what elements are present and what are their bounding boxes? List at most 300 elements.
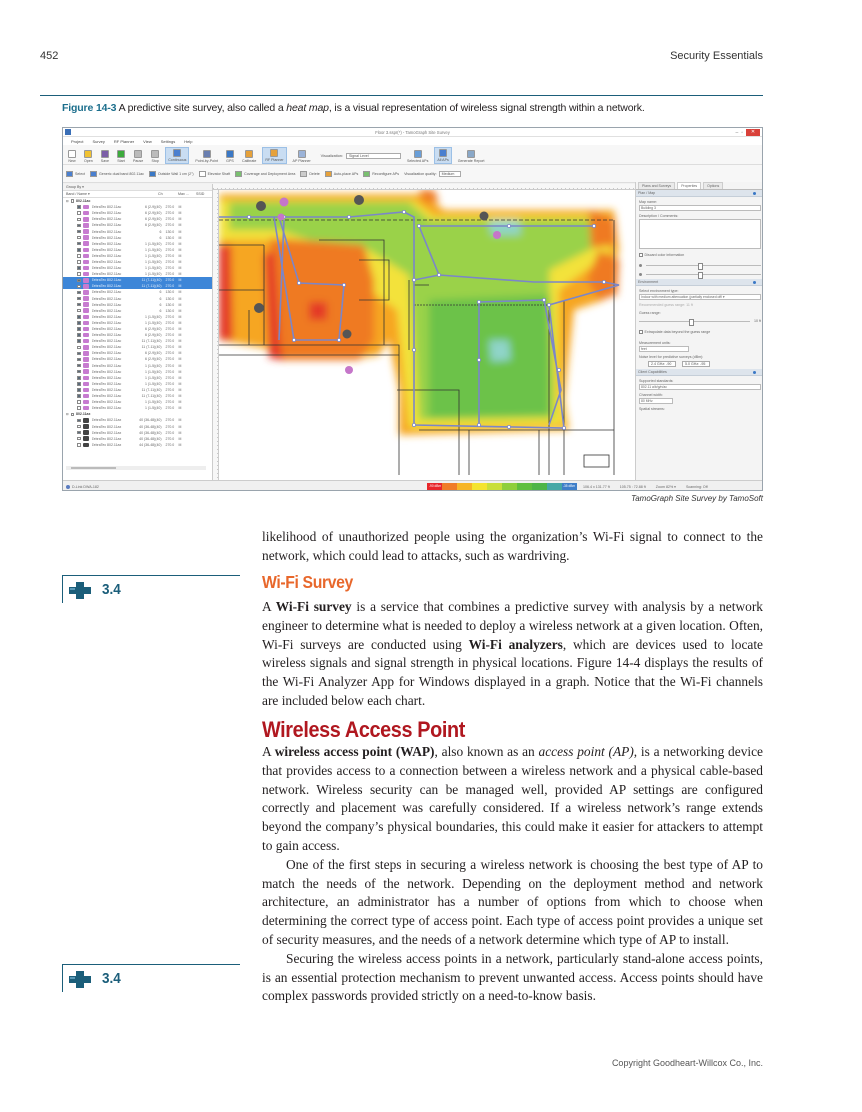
text: A <box>262 744 275 759</box>
ap-ssid: M <box>178 302 182 307</box>
ap-name: ZebraTec 802.11ax <box>91 442 122 447</box>
ap-ssid: M <box>178 266 182 271</box>
save-icon <box>101 150 109 158</box>
ap-channel: 6 <box>159 290 162 295</box>
ap-name: ZebraTec 802.11ac <box>91 375 122 380</box>
adapter-icon <box>66 485 70 489</box>
channel-width-select[interactable]: 80 MHz <box>639 398 673 404</box>
menu-item-view[interactable]: View <box>143 138 152 144</box>
ap-channel: 6 (2-9)(40) <box>144 217 162 222</box>
section-client-capabilities[interactable]: Client Capabilities <box>636 369 763 376</box>
tool-label: Generic dual band 802.11ac <box>99 171 144 176</box>
ap-name: ZebraTec 802.11ac <box>91 369 122 374</box>
tool-icon <box>90 171 97 177</box>
ap-checkbox[interactable] <box>77 285 81 289</box>
ap-channel: 11 (7-11)(40) <box>141 284 162 289</box>
noise-24ghz-spinner[interactable]: 2.4 GHz: -90 <box>648 361 676 367</box>
figure-credit: TamoGraph Site Survey by TamoSoft <box>631 494 763 503</box>
ap-checkbox[interactable] <box>77 297 81 301</box>
ap-max-rate: 270.0 <box>165 284 175 289</box>
slider-track[interactable] <box>639 321 750 322</box>
ap-max-rate: 270.0 <box>165 266 175 271</box>
ap-ssid: M <box>178 253 182 258</box>
ap-ssid: M <box>178 394 182 399</box>
ap-max-rate: 270.0 <box>165 272 175 277</box>
access-point-icon <box>83 205 89 210</box>
ap-max-rate: 270.0 <box>165 363 175 368</box>
column-max[interactable]: Max ... <box>178 192 189 196</box>
legend-low-label: -90 dBm <box>429 484 442 488</box>
ribbon-button-save[interactable] <box>99 149 111 164</box>
ribbon-button-label: Selected APs <box>406 159 429 163</box>
ap-ssid: M <box>178 308 182 313</box>
legend-swatch <box>457 483 472 490</box>
status-bar <box>63 480 763 491</box>
properties-tabs <box>636 182 763 190</box>
stop-icon <box>151 150 159 158</box>
ap-max-rate: 270.0 <box>165 223 175 228</box>
column-ssid[interactable]: SSID <box>196 192 205 196</box>
visualization-control <box>321 153 401 159</box>
ap-checkbox[interactable] <box>77 309 81 313</box>
ribbon-button-calibrate[interactable] <box>240 149 258 164</box>
tool-generic-dual-band-802-11ac[interactable] <box>90 171 144 177</box>
ap-max-rate: 270.0 <box>165 430 175 435</box>
spatial-streams-label: Spatial streams: <box>639 407 665 411</box>
ap-name: ZebraTec 802.11ac <box>91 394 122 399</box>
ap-ssid: M <box>178 229 182 234</box>
access-point-icon <box>83 443 89 448</box>
ap-name: ZebraTec 802.11ac <box>91 406 122 411</box>
ap-checkbox[interactable] <box>77 272 81 276</box>
access-point-icon <box>83 418 89 423</box>
menu-item-project[interactable]: Project <box>71 138 84 144</box>
ap-channel: 40 (36-48)(40) <box>139 418 162 423</box>
ribbon-button-rf-planner[interactable] <box>262 147 286 164</box>
pause-icon <box>134 150 142 158</box>
copyright: Copyright Goodheart-Willcox Co., Inc. <box>611 1058 763 1068</box>
ribbon-button-pause[interactable] <box>131 149 145 164</box>
ribbon-button-open[interactable] <box>82 149 95 164</box>
ap-channel: 11 (7-11)(40) <box>141 345 162 350</box>
slider-track[interactable] <box>646 274 761 275</box>
ap-checkbox[interactable] <box>77 205 81 209</box>
ap-checkbox[interactable] <box>77 364 81 368</box>
ribbon-button-all-aps[interactable] <box>434 147 451 164</box>
figure-caption <box>62 102 645 114</box>
tool-label: Select <box>75 171 85 176</box>
adapter-name: D-Link DWA-182 <box>72 485 99 489</box>
section-plan-map[interactable]: Plan / Map <box>636 190 763 197</box>
ap-max-rate: 130.0 <box>165 235 175 240</box>
zoom-dropdown[interactable]: Zoom 82% ▾ <box>655 485 676 489</box>
heading-wifi-survey: Wi-Fi Survey <box>262 572 353 592</box>
maximize-button[interactable]: ▫ <box>741 129 743 136</box>
ap-ssid: M <box>178 314 182 319</box>
sun-icon <box>639 264 642 267</box>
ap-ssid: M <box>178 351 182 356</box>
tool-reconfigure-aps[interactable] <box>363 171 399 177</box>
access-point-icon <box>83 376 89 381</box>
env-type-select[interactable]: Indoor with medium attenuation (partially enclosed offi ▾ <box>639 294 761 300</box>
access-point-icon <box>83 266 89 271</box>
ribbon-button-label: All APs <box>437 158 449 162</box>
legend-swatch <box>487 483 502 490</box>
objective-number: 3.4 <box>102 581 121 598</box>
ribbon-button-point-by-point[interactable] <box>193 149 220 164</box>
ap-checkbox[interactable] <box>77 211 81 215</box>
ap-name: ZebraTec 802.11ac <box>91 272 122 277</box>
key-term: Wi-Fi survey <box>275 599 352 614</box>
ap-max-rate: 270.0 <box>165 406 175 411</box>
ap-checkbox[interactable] <box>77 425 81 429</box>
ap-checkbox[interactable] <box>77 291 81 295</box>
rf-planner-icon <box>270 149 278 157</box>
running-head: Security Essentials <box>670 50 763 62</box>
visualization-label: Visualization: <box>320 154 343 158</box>
ap-checkbox[interactable] <box>77 303 81 307</box>
ribbon-button-stop[interactable] <box>149 149 161 164</box>
map-name-input[interactable]: Building 3 <box>639 205 761 211</box>
ap-max-rate: 130.0 <box>165 302 175 307</box>
minimize-button[interactable]: – <box>735 129 739 136</box>
ap-channel: 1 (1-5)(40) <box>144 259 162 264</box>
ap-channel: 6 (2-9)(40) <box>144 351 162 356</box>
ap-channel: 6 (2-9)(40) <box>144 327 162 332</box>
ap-channel: 6 (2-9)(40) <box>144 205 162 210</box>
text: , which are devices used to locate wireless signals and signal strength in physical locations. Figure 14-4 displays the results of the Wi-Fi Analyzer App for Windows displayed in a graph. Notice that the Wi-Fi channels are included below each chart. <box>262 636 763 708</box>
tool-delete[interactable] <box>300 171 319 177</box>
ap-channel: 44 (36-48)(40) <box>139 442 162 447</box>
tool-label: Reconfigure APs <box>372 171 400 176</box>
ap-channel: 6 <box>159 235 162 240</box>
italic-term: access point (AP) <box>538 744 634 759</box>
ap-ssid: M <box>178 406 182 411</box>
ap-ssid: M <box>178 205 182 210</box>
ap-checkbox[interactable] <box>77 254 81 258</box>
legend-swatch <box>472 483 487 490</box>
ribbon-button-label: Open <box>84 159 93 163</box>
ap-channel: 6 <box>159 229 162 234</box>
ap-checkbox[interactable] <box>77 315 81 319</box>
ap-name: ZebraTec 802.11ac <box>91 308 122 313</box>
ribbon-button-label: Stop <box>151 159 159 163</box>
ap-ssid: M <box>178 418 182 423</box>
ap-checkbox[interactable] <box>77 218 81 222</box>
access-point-icon <box>83 229 89 234</box>
access-point-icon <box>83 278 89 283</box>
access-point-icon <box>83 339 89 344</box>
ap-ssid: M <box>178 320 182 325</box>
access-point-icon <box>83 290 89 295</box>
menu-item-settings[interactable]: Settings <box>160 138 176 144</box>
ap-max-rate: 270.0 <box>165 241 175 246</box>
legend-swatch <box>442 483 457 490</box>
ap-ssid: M <box>178 241 182 246</box>
ap-ssid: M <box>178 339 182 344</box>
tamograph-screenshot <box>62 127 763 491</box>
ribbon-button-label: Calibrate <box>241 159 257 163</box>
scanning-status: Scanning: Off <box>685 485 708 489</box>
access-point-icon <box>83 308 89 313</box>
status-right <box>583 485 708 489</box>
ribbon-button-start[interactable] <box>115 149 127 164</box>
ap-max-rate: 270.0 <box>165 369 175 374</box>
ap-max-rate: 270.0 <box>165 436 175 441</box>
noise-label: Noise level for predictive surveys (dBm): <box>639 355 704 359</box>
ap-checkbox[interactable] <box>77 437 81 441</box>
access-point-icon <box>83 272 89 277</box>
calibrate-icon <box>245 150 253 158</box>
ap-name: ZebraTec 802.11ac <box>91 302 122 307</box>
access-point-icon <box>83 388 89 393</box>
column-band-name[interactable]: Band / Name ▾ <box>66 192 90 196</box>
ap-checkbox[interactable] <box>77 236 81 240</box>
tool-icon <box>149 171 156 177</box>
tab-options[interactable]: Options <box>703 182 723 189</box>
ap-name: ZebraTec 802.11ac <box>91 235 122 240</box>
ap-max-rate: 270.0 <box>165 333 175 338</box>
ap-group-row[interactable]: ⊟ 802.11ac <box>66 199 91 204</box>
ap-checkbox[interactable] <box>77 394 81 398</box>
ap-checkbox[interactable] <box>77 388 81 392</box>
section-environment[interactable]: Environment <box>636 279 763 286</box>
quality-select[interactable]: Medium <box>439 171 461 177</box>
menu-item-help[interactable]: Help <box>184 138 193 144</box>
ribbon-button-new[interactable] <box>66 149 78 164</box>
access-point-icon <box>83 241 89 246</box>
ap-checkbox[interactable] <box>77 358 81 362</box>
ap-checkbox[interactable] <box>77 327 81 331</box>
menu-bar <box>63 137 762 145</box>
ribbon-button-label: Start <box>117 159 125 163</box>
checkbox-box[interactable] <box>639 253 643 257</box>
ap-group-row[interactable]: ⊟ 802.11ax <box>66 412 91 417</box>
ribbon-button-ap-planner[interactable] <box>291 149 313 164</box>
paragraph <box>262 743 763 856</box>
ap-checkbox[interactable] <box>77 346 81 350</box>
ap-list-row[interactable] <box>63 442 212 448</box>
env-type-label: Select environment type: <box>639 289 679 293</box>
ap-name: ZebraTec 802.11ac <box>91 223 122 228</box>
ap-checkbox[interactable] <box>77 370 81 374</box>
ribbon-button-generate-report[interactable] <box>456 149 487 164</box>
visualization-select[interactable]: Signal Level <box>346 153 401 159</box>
ap-checkbox[interactable] <box>77 260 81 264</box>
access-point-icon <box>83 211 89 216</box>
access-point-icon <box>83 235 89 240</box>
ap-name: ZebraTec 802.11ac <box>91 205 122 210</box>
access-point-icon <box>83 400 89 405</box>
ap-channel: 11 (7-11)(40) <box>141 339 162 344</box>
ap-channel: 40 (36-48)(40) <box>139 424 162 429</box>
text: is a service that combines a predictive survey with analysis by a network engineer to determine what is needed to deploy a wireless network at a given location. Often, Wi-Fi surveys are conducted using <box>262 599 763 652</box>
ap-ssid: M <box>178 369 182 374</box>
access-point-icon <box>83 382 89 387</box>
ap-name: ZebraTec 802.11ac <box>91 381 122 386</box>
access-point-icon <box>83 394 89 399</box>
ap-max-rate: 130.0 <box>165 229 175 234</box>
access-point-icon <box>83 430 89 435</box>
contrast-slider[interactable] <box>636 270 763 279</box>
ap-name: ZebraTec 802.11ac <box>91 290 122 295</box>
cursor-coords: 105.75 : 72.88 ft <box>619 485 646 489</box>
checkbox-box[interactable] <box>639 330 643 334</box>
access-point-icon <box>83 302 89 307</box>
ap-name: ZebraTec 802.11ax <box>91 424 122 429</box>
group-by-dropdown[interactable]: Group By ▾ <box>63 184 212 191</box>
caption-text-end: , is a visual representation of wireless signal strength within a network. <box>328 102 645 114</box>
ap-channel: 1 (1-5)(40) <box>144 381 162 386</box>
tool-label: Auto-place APs <box>333 171 359 176</box>
ap-checkbox[interactable] <box>77 443 81 447</box>
group-checkbox[interactable] <box>71 413 75 417</box>
ap-ssid: M <box>178 327 182 332</box>
intro-paragraph <box>262 528 763 566</box>
close-button[interactable]: ✕ <box>746 129 760 136</box>
ap-checkbox[interactable] <box>77 352 81 356</box>
ap-checkbox[interactable] <box>77 333 81 337</box>
noise-5ghz-spinner[interactable]: 5.0 GHz: -95 <box>682 361 710 367</box>
ap-checkbox[interactable] <box>77 382 81 386</box>
tool-select[interactable] <box>66 171 85 177</box>
ap-name: ZebraTec 802.11ac <box>91 229 122 234</box>
continuous-icon <box>173 149 181 157</box>
map-dimensions: 106.4 x 131.77 ft <box>583 485 610 489</box>
access-point-icon <box>83 345 89 350</box>
ap-name: ZebraTec 802.11ac <box>91 345 122 350</box>
map-name-label: Map name: <box>639 200 657 204</box>
ap-checkbox[interactable] <box>77 248 81 252</box>
ap-channel: 6 (2-9)(40) <box>144 223 162 228</box>
brightness-slider[interactable] <box>636 261 763 270</box>
discard-color-checkbox[interactable] <box>636 249 763 261</box>
ap-channel: 1 (1-5)(40) <box>144 320 162 325</box>
ap-ssid: M <box>178 400 182 405</box>
ap-name: ZebraTec 802.11ax <box>91 418 122 423</box>
ap-ssid: M <box>178 259 182 264</box>
ap-max-rate: 130.0 <box>165 308 175 313</box>
ap-checkbox[interactable] <box>77 376 81 380</box>
ap-ssid: M <box>178 290 182 295</box>
tool-outside-wall-1-cm-2-[interactable] <box>149 171 194 177</box>
group-checkbox[interactable] <box>71 199 75 203</box>
ap-ssid: M <box>178 345 182 350</box>
units-label: Measurement units: <box>639 341 671 345</box>
wifi-survey-paragraph <box>262 598 763 711</box>
tab-plans-and-surveys[interactable]: Plans and Surveys <box>638 182 675 189</box>
properties-panel <box>635 182 763 480</box>
menu-item-survey[interactable]: Survey <box>92 138 105 144</box>
ap-channel: 1 (1-5)(40) <box>144 266 162 271</box>
heat-map-canvas[interactable] <box>213 184 635 480</box>
guess-range-slider[interactable] <box>636 316 763 326</box>
ap-name: ZebraTec 802.11ac <box>91 296 122 301</box>
ap-checkbox[interactable] <box>77 431 81 435</box>
ap-checkbox[interactable] <box>77 406 81 410</box>
menu-item-rf-planner[interactable]: RF Planner <box>113 138 135 144</box>
ap-checkbox[interactable] <box>77 266 81 270</box>
ribbon-button-continuous[interactable] <box>165 147 189 164</box>
ap-channel: 11 (7-11)(40) <box>141 278 162 283</box>
ap-max-rate: 270.0 <box>165 259 175 264</box>
ribbon-button-label: Save <box>100 159 109 163</box>
slider-track[interactable] <box>646 265 761 266</box>
ap-name: ZebraTec 802.11ac <box>91 400 122 405</box>
ribbon-button-gps[interactable] <box>224 149 236 164</box>
description-textarea[interactable] <box>639 219 761 249</box>
ap-name: ZebraTec 802.11ac <box>91 266 122 271</box>
caption-italic-term: heat map <box>286 102 329 114</box>
ap-channel: 6 <box>159 296 162 301</box>
ap-checkbox[interactable] <box>77 339 81 343</box>
tool-coverage-and-deployment-area[interactable] <box>235 171 295 177</box>
ap-checkbox[interactable] <box>77 224 81 228</box>
legend-swatch <box>502 483 517 490</box>
ribbon-button-selected-aps[interactable] <box>405 149 430 164</box>
ap-max-rate: 270.0 <box>165 381 175 386</box>
text: , is a networking device that provides access to a connection between a wireless network and a physical cable-based network. Wireless security can be managed well, provided AP settings are configured correctly and placement was carefully considered. If a wireless network’s range extends beyond the company’s physical boundaries, this could make it easier for attackers to attempt to gain access. <box>262 744 763 853</box>
window-controls <box>735 128 760 137</box>
objective-marker <box>62 964 240 992</box>
access-point-icon <box>83 333 89 338</box>
access-point-icon <box>83 351 89 356</box>
ap-ssid: M <box>178 247 182 252</box>
ap-checkbox[interactable] <box>77 230 81 234</box>
legend-swatch <box>547 483 562 490</box>
ap-checkbox[interactable] <box>77 400 81 404</box>
tool-auto-place-aps[interactable] <box>325 171 359 177</box>
ap-max-rate: 270.0 <box>165 424 175 429</box>
access-point-icon <box>83 369 89 374</box>
ap-name: ZebraTec 802.11ac <box>91 259 122 264</box>
ap-name: ZebraTec 802.11ac <box>91 247 122 252</box>
open-icon <box>84 150 92 158</box>
ap-max-rate: 270.0 <box>165 442 175 447</box>
text: A <box>262 599 276 614</box>
access-point-icon <box>83 315 89 320</box>
tab-properties[interactable]: Properties <box>677 182 701 189</box>
objective-cross-icon <box>69 582 91 599</box>
ap-checkbox[interactable] <box>77 242 81 246</box>
start-icon <box>117 150 125 158</box>
ap-ssid: M <box>178 424 182 429</box>
ap-max-rate: 270.0 <box>165 351 175 356</box>
column-channel[interactable]: Ch <box>158 192 163 196</box>
horizontal-scrollbar[interactable] <box>66 466 206 470</box>
ap-name: ZebraTec 802.11ac <box>91 217 122 222</box>
window-title: Floor 3.sspr(*) - TamoGraph Site Survey <box>375 130 450 135</box>
ap-checkbox[interactable] <box>77 419 81 423</box>
ap-max-rate: 270.0 <box>165 400 175 405</box>
adapter-status <box>66 485 99 489</box>
quality-label: Visualization quality: <box>404 171 437 176</box>
ap-checkbox[interactable] <box>77 321 81 325</box>
ap-ssid: M <box>178 223 182 228</box>
ap-name: ZebraTec 802.11ac <box>91 333 122 338</box>
access-point-icon <box>83 254 89 259</box>
ap-max-rate: 270.0 <box>165 357 175 362</box>
ap-checkbox[interactable] <box>77 279 81 283</box>
ap-ssid: M <box>178 436 182 441</box>
standards-select[interactable]: 802.11 a/b/g/n/ac <box>639 384 761 390</box>
access-point-icon <box>83 357 89 362</box>
units-select[interactable]: feet <box>639 346 689 352</box>
extrapolate-checkbox[interactable] <box>636 326 763 338</box>
caption-text: A predictive site survey, also called a <box>116 102 287 114</box>
ap-name: ZebraTec 802.11ac <box>91 314 122 319</box>
tool-elevator-shaft[interactable] <box>199 171 231 177</box>
